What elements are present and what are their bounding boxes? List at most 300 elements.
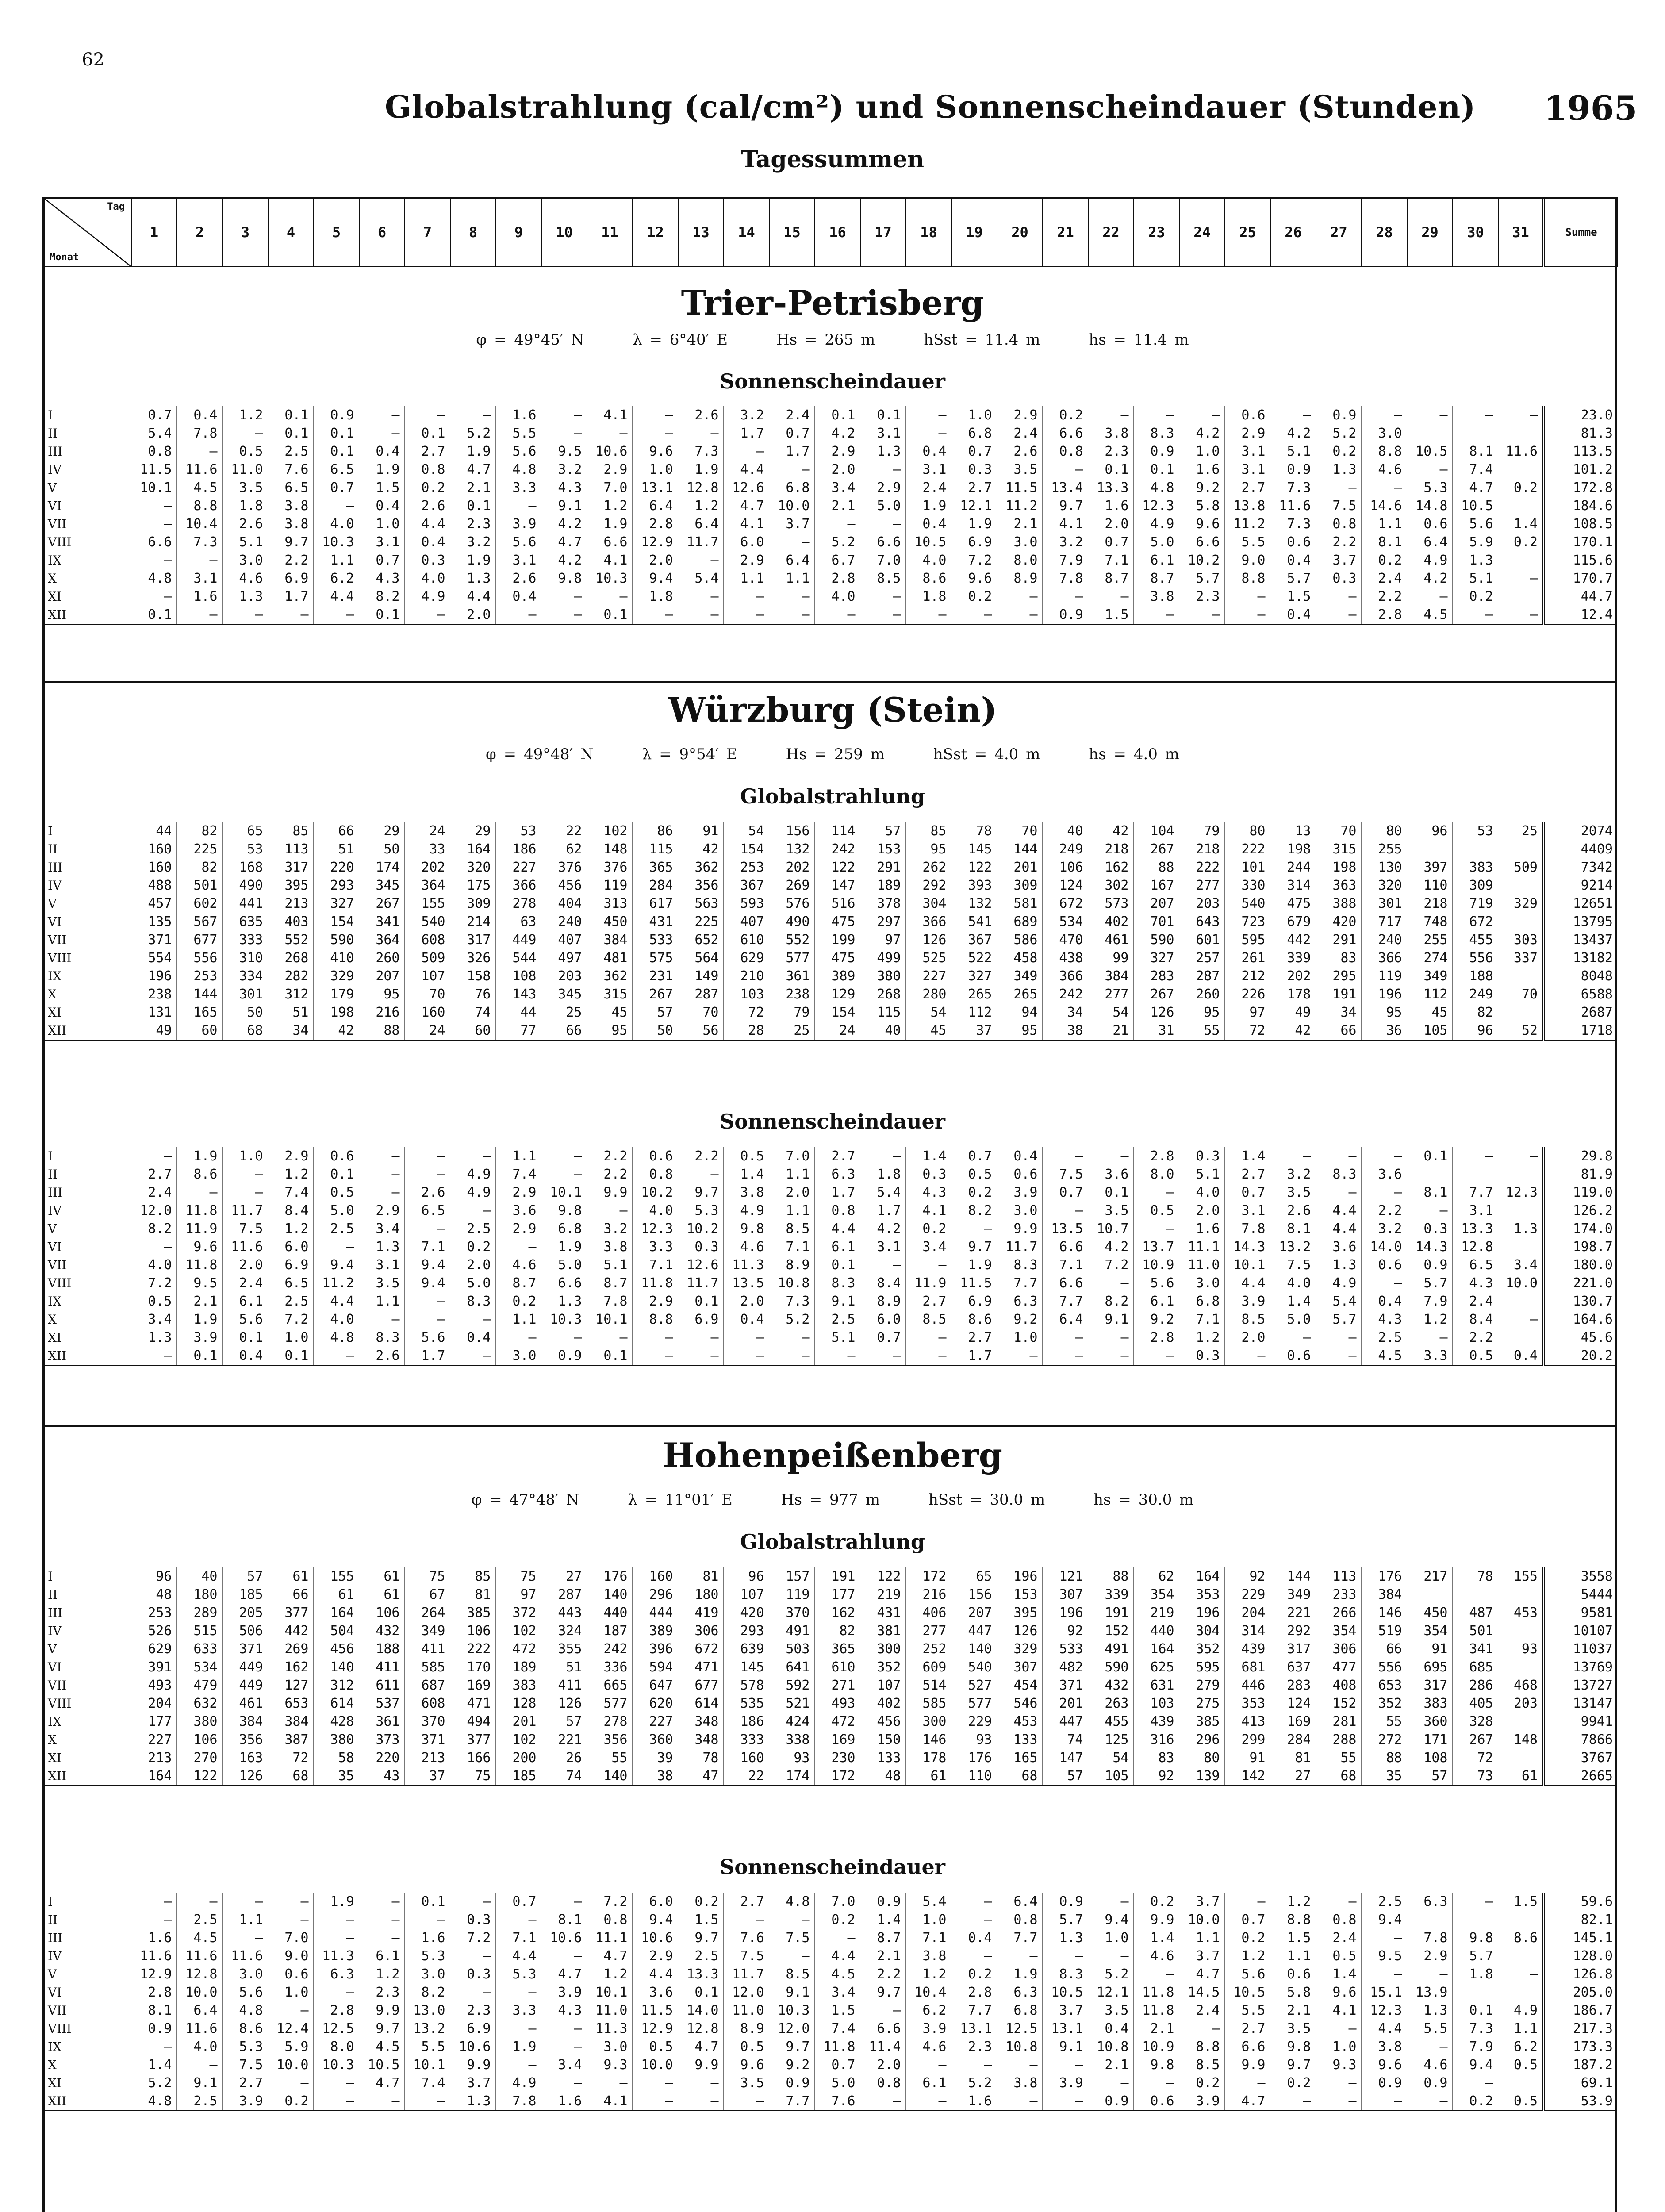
day-value: 5.0 xyxy=(1270,1310,1316,1329)
day-value: – xyxy=(632,424,678,442)
day-header: 25 xyxy=(1225,197,1270,267)
day-value: 6.9 xyxy=(951,1292,997,1310)
day-value xyxy=(1498,1622,1543,1640)
data-table xyxy=(42,822,1617,1041)
day-value: 8.1 xyxy=(1270,1220,1316,1238)
sum-value: 12.4 xyxy=(1543,606,1617,624)
day-header: 15 xyxy=(769,197,815,267)
day-value: 12.3 xyxy=(1361,2001,1407,2020)
day-value xyxy=(1498,1713,1543,1731)
day-value: 277 xyxy=(1088,985,1133,1003)
day-value: 509 xyxy=(404,949,450,967)
day-value: 88 xyxy=(1361,1749,1407,1767)
day-value: – xyxy=(404,1147,450,1165)
day-value: 1.1 xyxy=(769,1202,814,1220)
day-value: 1.3 xyxy=(450,2092,495,2111)
day-value: 356 xyxy=(222,1731,268,1749)
day-value: 8.6 xyxy=(176,1165,222,1183)
day-value: – xyxy=(678,2092,723,2111)
month-label: XII xyxy=(42,1022,131,1040)
day-value: 10.1 xyxy=(131,479,176,497)
day-value: 164 xyxy=(1179,1567,1224,1586)
day-value: – xyxy=(905,406,951,424)
day-value: 1.0 xyxy=(905,1911,951,1929)
day-value: 186 xyxy=(495,840,541,858)
sum-value: 187.2 xyxy=(1543,2056,1617,2074)
day-value: 8.1 xyxy=(541,1911,587,1929)
day-value: 2.2 xyxy=(1361,1202,1407,1220)
day-value: 242 xyxy=(1042,985,1088,1003)
day-value: 2.0 xyxy=(450,1256,495,1274)
day-value: 6.9 xyxy=(268,569,313,588)
day-value: 3.3 xyxy=(495,2001,541,2020)
day-value: 62 xyxy=(541,840,587,858)
day-value: 411 xyxy=(359,1658,404,1676)
day-value: 8.7 xyxy=(587,1274,632,1292)
day-value: 82 xyxy=(1452,1003,1498,1022)
day-value: 366 xyxy=(495,876,541,895)
day-value: – xyxy=(1407,406,1452,424)
day-value: 3.5 xyxy=(1270,2020,1316,2038)
day-value: 11.7 xyxy=(678,1274,723,1292)
day-value: 4.3 xyxy=(541,2001,587,2020)
day-value: 2.9 xyxy=(495,1183,541,1202)
day-value: 135 xyxy=(131,913,176,931)
day-value: – xyxy=(131,1911,176,1929)
day-value: 487 xyxy=(1452,1604,1498,1622)
day-value: 86 xyxy=(632,822,678,840)
day-value: 72 xyxy=(723,1003,769,1022)
day-value: 95 xyxy=(1179,1003,1224,1022)
day-value: 5.5 xyxy=(404,2038,450,2056)
day-value: – xyxy=(1498,406,1543,424)
day-value: 267 xyxy=(632,985,678,1003)
day-value: 5.3 xyxy=(1407,479,1452,497)
day-value: 88 xyxy=(1088,1567,1133,1586)
day-value: 143 xyxy=(495,985,541,1003)
day-value: 4.8 xyxy=(495,461,541,479)
day-value: 0.1 xyxy=(1088,1183,1133,1202)
sum-value: 173.3 xyxy=(1543,2038,1617,2056)
day-value: 9.1 xyxy=(769,1983,814,2001)
day-value: – xyxy=(1042,2092,1088,2111)
sum-value: 20.2 xyxy=(1543,1347,1617,1365)
day-value: – xyxy=(404,606,450,624)
day-value: 6.9 xyxy=(678,1310,723,1329)
day-value: 227 xyxy=(632,1713,678,1731)
day-value: 0.9 xyxy=(313,406,359,424)
day-value: 5.3 xyxy=(495,1965,541,1983)
day-value: 189 xyxy=(860,876,905,895)
day-value: 7.4 xyxy=(495,1165,541,1183)
table-row xyxy=(42,1767,1617,1786)
day-value: 9.9 xyxy=(359,2001,404,2020)
day-value: 203 xyxy=(1498,1694,1543,1713)
day-value: 10.3 xyxy=(541,1310,587,1329)
day-value: 677 xyxy=(678,1676,723,1694)
day-value: 9.7 xyxy=(1042,497,1088,515)
day-value: 284 xyxy=(1270,1731,1316,1749)
day-value: 2.7 xyxy=(951,1329,997,1347)
day-value: 56 xyxy=(678,1022,723,1040)
day-value: 11.8 xyxy=(1133,1983,1179,2001)
day-value: 316 xyxy=(1133,1731,1179,1749)
day-value: 54 xyxy=(905,1003,951,1022)
day-value: 83 xyxy=(1316,949,1361,967)
sum-value: 170.1 xyxy=(1543,533,1617,551)
day-value: 75 xyxy=(495,1567,541,1586)
day-value: 1.6 xyxy=(951,2092,997,2111)
day-value: 338 xyxy=(769,1731,814,1749)
day-value: – xyxy=(997,2056,1042,2074)
day-value: 7.2 xyxy=(131,1274,176,1292)
day-value: 2.7 xyxy=(131,1165,176,1183)
station-name: Würzburg (Stein) xyxy=(668,690,997,730)
day-value: 12.4 xyxy=(268,2020,313,2038)
day-value: 4.4 xyxy=(632,1965,678,1983)
day-value: 9.2 xyxy=(769,2056,814,2074)
day-value xyxy=(1498,967,1543,985)
day-value: – xyxy=(860,2092,905,2111)
day-value: 4.4 xyxy=(404,515,450,533)
day-value: 6.3 xyxy=(814,1165,860,1183)
day-value: 160 xyxy=(723,1749,769,1767)
day-value: 133 xyxy=(997,1731,1042,1749)
day-value: 65 xyxy=(222,822,268,840)
day-header: 19 xyxy=(951,197,997,267)
data-table xyxy=(42,1147,1617,1366)
day-value: 13.2 xyxy=(1270,1238,1316,1256)
day-value: 1.9 xyxy=(495,2038,541,2056)
day-value: 129 xyxy=(814,985,860,1003)
day-value: 370 xyxy=(404,1713,450,1731)
day-value: 0.1 xyxy=(1407,1147,1452,1165)
sum-value: 128.0 xyxy=(1543,1947,1617,1965)
day-value: 72 xyxy=(1224,1022,1270,1040)
day-value: 479 xyxy=(176,1676,222,1694)
day-value: 608 xyxy=(404,931,450,949)
day-value: 176 xyxy=(587,1567,632,1586)
day-value: 453 xyxy=(1498,1604,1543,1622)
day-value: 6.4 xyxy=(1407,533,1452,551)
day-value: 10.5 xyxy=(1452,497,1498,515)
data-table xyxy=(42,1893,1617,2111)
day-value: 4.2 xyxy=(1407,569,1452,588)
day-value: 2.5 xyxy=(268,442,313,461)
table-row xyxy=(42,1292,1617,1310)
day-value: 101 xyxy=(1224,858,1270,876)
day-value: 291 xyxy=(860,858,905,876)
day-value: 0.9 xyxy=(131,2020,176,2038)
day-value: 299 xyxy=(1224,1731,1270,1749)
day-value: 509 xyxy=(1498,858,1543,876)
day-value: 2.6 xyxy=(359,1347,404,1365)
day-value: – xyxy=(860,1256,905,1274)
day-value: 6.4 xyxy=(997,1893,1042,1911)
day-value: 2.9 xyxy=(860,479,905,497)
station-divider xyxy=(42,1425,1617,1427)
day-value: 9.4 xyxy=(404,1256,450,1274)
day-value: 7.2 xyxy=(268,1310,313,1329)
day-value: – xyxy=(860,515,905,533)
day-value: – xyxy=(1133,1183,1179,1202)
day-value: 55 xyxy=(1361,1713,1407,1731)
day-value: 526 xyxy=(131,1622,176,1640)
day-value: 3.5 xyxy=(359,1274,404,1292)
day-value: 4.1 xyxy=(1042,515,1088,533)
day-value: 4.8 xyxy=(313,1329,359,1347)
day-value: 341 xyxy=(359,913,404,931)
day-value: 4.5 xyxy=(359,2038,404,2056)
sum-value: 145.1 xyxy=(1543,1929,1617,1947)
day-value: 2.6 xyxy=(404,497,450,515)
day-value: – xyxy=(678,1347,723,1365)
day-value: 7.7 xyxy=(1042,1292,1088,1310)
day-value: – xyxy=(495,1983,541,2001)
day-value: 49 xyxy=(1270,1003,1316,1022)
day-value: 1.0 xyxy=(1179,442,1224,461)
day-value: 1.9 xyxy=(176,1147,222,1165)
day-value: – xyxy=(359,1183,404,1202)
day-header: 28 xyxy=(1362,197,1407,267)
day-value: 11.8 xyxy=(1133,2001,1179,2020)
table-row xyxy=(42,876,1617,895)
day-value: 455 xyxy=(1452,931,1498,949)
day-value: – xyxy=(450,1202,495,1220)
day-value: 1.2 xyxy=(1224,1947,1270,1965)
day-value: 717 xyxy=(1361,913,1407,931)
day-value: 106 xyxy=(1042,858,1088,876)
day-value: 6.2 xyxy=(905,2001,951,2020)
day-value: 27 xyxy=(1270,1767,1316,1786)
day-value: 82 xyxy=(176,858,222,876)
day-value: 333 xyxy=(222,931,268,949)
day-value: 0.5 xyxy=(1316,1947,1361,1965)
day-value: 0.5 xyxy=(1133,1202,1179,1220)
sum-value: 53.9 xyxy=(1543,2092,1617,2111)
month-label: XI xyxy=(48,1751,61,1765)
day-value: 10.1 xyxy=(1224,1256,1270,1274)
day-value: 68 xyxy=(268,1767,313,1786)
day-value: 1.8 xyxy=(1452,1965,1498,1983)
day-value: – xyxy=(359,1310,404,1329)
day-value: 552 xyxy=(268,931,313,949)
day-value: 723 xyxy=(1224,913,1270,931)
day-value: 1.6 xyxy=(404,1929,450,1947)
day-header: 30 xyxy=(1453,197,1498,267)
day-value: 102 xyxy=(495,1731,541,1749)
day-value: 203 xyxy=(1179,895,1224,913)
day-value: 306 xyxy=(1316,1640,1361,1658)
day-value xyxy=(1498,1202,1543,1220)
day-value: 499 xyxy=(860,949,905,967)
day-header: 6 xyxy=(359,197,405,267)
day-value: – xyxy=(951,2056,997,2074)
day-value: 9.8 xyxy=(541,569,587,588)
day-value: 2.6 xyxy=(404,1183,450,1202)
sum-value: 2665 xyxy=(1543,1767,1617,1786)
sum-value: 9214 xyxy=(1543,876,1617,895)
day-value xyxy=(1498,1238,1543,1256)
day-value: 611 xyxy=(359,1676,404,1694)
day-value: 102 xyxy=(587,822,632,840)
day-value: 9.7 xyxy=(359,2020,404,2038)
day-header: 18 xyxy=(906,197,951,267)
day-value: 6.4 xyxy=(632,497,678,515)
day-value: 57 xyxy=(541,1713,587,1731)
day-value: 55 xyxy=(1179,1022,1224,1040)
day-value: 162 xyxy=(268,1658,313,1676)
day-value: 609 xyxy=(905,1658,951,1676)
day-value: 213 xyxy=(131,1749,176,1767)
day-value: 1.2 xyxy=(587,1965,632,1983)
day-value: 29 xyxy=(359,822,404,840)
day-value: 0.7 xyxy=(951,1147,997,1165)
day-value: 207 xyxy=(1133,895,1179,913)
day-value: – xyxy=(495,1329,541,1347)
day-value: – xyxy=(769,606,814,624)
day-value: 2.0 xyxy=(1179,1202,1224,1220)
day-value: 315 xyxy=(1316,840,1361,858)
day-value: 1.4 xyxy=(905,1147,951,1165)
day-value: 0.6 xyxy=(1270,1965,1316,1983)
day-value: 2.9 xyxy=(632,1292,678,1310)
day-value: 2.5 xyxy=(176,2092,222,2111)
day-value: 40 xyxy=(176,1567,222,1586)
table-row xyxy=(42,1347,1617,1365)
day-value: 61 xyxy=(1498,1767,1543,1786)
day-value: – xyxy=(1316,2092,1361,2111)
day-value: 665 xyxy=(587,1676,632,1694)
day-value: 9.6 xyxy=(951,569,997,588)
day-value: – xyxy=(1316,1183,1361,1202)
section-title: Globalstrahlung xyxy=(740,784,925,808)
day-value: – xyxy=(814,1347,860,1365)
day-value: 9.6 xyxy=(1361,2056,1407,2074)
day-value: 0.9 xyxy=(1407,1256,1452,1274)
day-value: 362 xyxy=(678,858,723,876)
day-value: 201 xyxy=(1042,1694,1088,1713)
day-value: 0.3 xyxy=(951,461,997,479)
day-value: 301 xyxy=(1361,895,1407,913)
day-value: 1.1 xyxy=(222,1911,268,1929)
day-value: 267 xyxy=(1452,1731,1498,1749)
day-value: 355 xyxy=(541,1640,587,1658)
day-value: 1.8 xyxy=(632,588,678,606)
day-value: – xyxy=(131,2038,176,2056)
day-value: 573 xyxy=(1088,895,1133,913)
day-value: 450 xyxy=(1407,1604,1452,1622)
day-value: – xyxy=(769,1347,814,1365)
day-value: 4.7 xyxy=(723,497,769,515)
day-value: 625 xyxy=(1133,1658,1179,1676)
day-value: 348 xyxy=(678,1731,723,1749)
day-value: – xyxy=(541,406,587,424)
day-value: 88 xyxy=(359,1022,404,1040)
day-value: 10.0 xyxy=(268,2056,313,2074)
day-value: 639 xyxy=(723,1640,769,1658)
day-value: 297 xyxy=(860,913,905,931)
day-value xyxy=(1407,1165,1452,1183)
day-value: 7.3 xyxy=(678,442,723,461)
day-value: 0.7 xyxy=(495,1893,541,1911)
table-row xyxy=(42,967,1617,985)
day-value: 377 xyxy=(268,1604,313,1622)
day-value: 516 xyxy=(814,895,860,913)
day-value: 51 xyxy=(268,1003,313,1022)
day-value: – xyxy=(222,1929,268,1947)
day-value: 61 xyxy=(359,1567,404,1586)
day-value: – xyxy=(860,606,905,624)
day-value: – xyxy=(313,2074,359,2092)
day-value: 364 xyxy=(404,876,450,895)
day-value: – xyxy=(769,588,814,606)
day-value: 0.1 xyxy=(268,1347,313,1365)
table-row xyxy=(42,1640,1617,1658)
sum-value: 82.1 xyxy=(1543,1911,1617,1929)
day-value: 1.2 xyxy=(1270,1893,1316,1911)
day-value: 242 xyxy=(814,840,860,858)
day-value: – xyxy=(268,2001,313,2020)
day-value: 602 xyxy=(176,895,222,913)
day-value: 2.8 xyxy=(814,569,860,588)
day-value: 3.5 xyxy=(1088,1202,1133,1220)
day-value: 320 xyxy=(450,858,495,876)
day-value: 4.8 xyxy=(222,2001,268,2020)
day-value: – xyxy=(1316,1147,1361,1165)
day-value: 7.0 xyxy=(587,479,632,497)
day-value: 77 xyxy=(495,1022,541,1040)
sum-value: 7866 xyxy=(1543,1731,1617,1749)
day-value: 47 xyxy=(678,1767,723,1786)
day-value: 95 xyxy=(997,1022,1042,1040)
section-title: Sonnenscheindauer xyxy=(720,1855,945,1879)
day-value: 2.4 xyxy=(769,406,814,424)
day-value: 590 xyxy=(313,931,359,949)
day-value: 453 xyxy=(997,1713,1042,1731)
day-value: – xyxy=(222,1893,268,1911)
day-value: 420 xyxy=(1316,913,1361,931)
day-value: 4.6 xyxy=(495,1256,541,1274)
day-value: 632 xyxy=(176,1694,222,1713)
month-label: III xyxy=(48,1185,63,1200)
day-value: 424 xyxy=(769,1713,814,1731)
table-row xyxy=(42,515,1617,533)
day-value: 13.9 xyxy=(1407,1983,1452,2001)
day-value: – xyxy=(359,2092,404,2111)
day-value: – xyxy=(131,1147,176,1165)
sum-value: 13795 xyxy=(1543,913,1617,931)
day-value: 5.9 xyxy=(1452,533,1498,551)
day-value: – xyxy=(1042,1947,1088,1965)
day-value: 133 xyxy=(860,1749,905,1767)
day-value: 354 xyxy=(1316,1622,1361,1640)
day-value: 6.4 xyxy=(769,551,814,569)
day-value: 10.2 xyxy=(1179,551,1224,569)
day-value: – xyxy=(1133,2074,1179,2092)
day-value: 0.7 xyxy=(951,442,997,461)
day-value: 695 xyxy=(1407,1658,1452,1676)
day-value: 2.9 xyxy=(632,1947,678,1965)
day-value: 177 xyxy=(131,1713,176,1731)
day-value: 199 xyxy=(814,931,860,949)
day-value: 267 xyxy=(1133,840,1179,858)
day-value: 278 xyxy=(587,1713,632,1731)
day-value: 3.9 xyxy=(176,1329,222,1347)
day-value: 139 xyxy=(1179,1767,1224,1786)
day-value: 521 xyxy=(769,1694,814,1713)
day-value: 229 xyxy=(1224,1586,1270,1604)
